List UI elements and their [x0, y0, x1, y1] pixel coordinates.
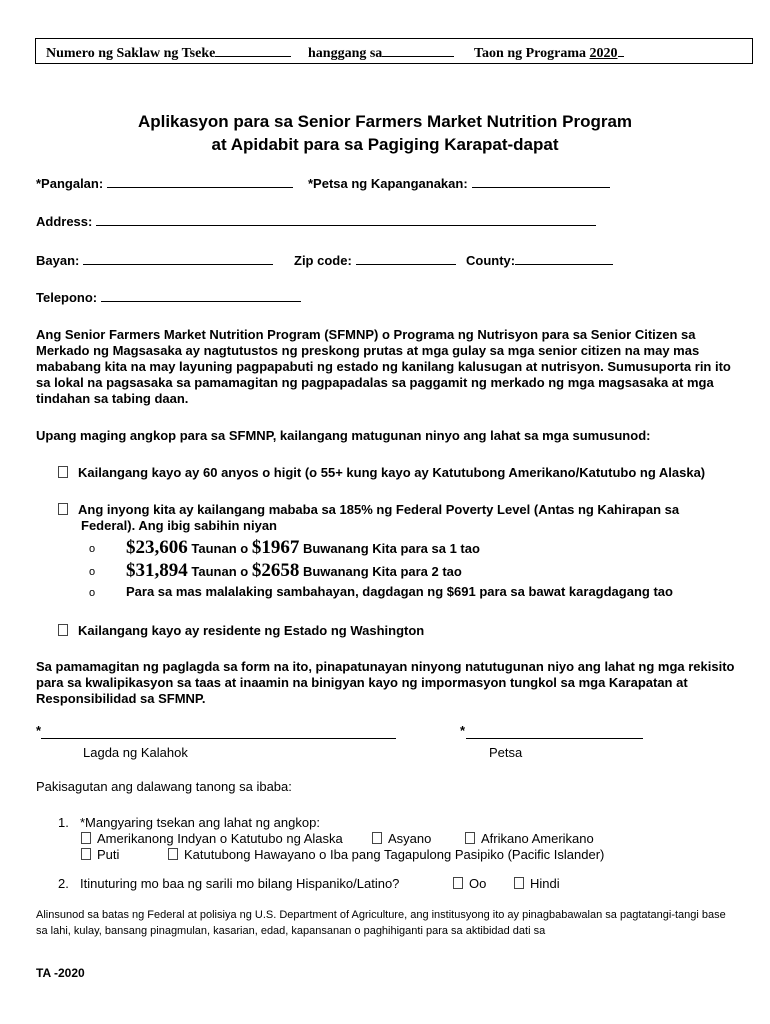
checkbox-icon[interactable]	[514, 877, 524, 889]
zip-input[interactable]	[356, 253, 456, 265]
q2-option-label: Hindi	[530, 876, 560, 891]
signature-date-input[interactable]	[466, 738, 643, 739]
income-1-mid: Taunan o	[191, 541, 249, 556]
checkbox-icon	[58, 503, 68, 515]
q1-option-asian[interactable]	[372, 831, 431, 846]
program-year-label: Taon ng Programa	[474, 46, 587, 61]
program-year-underline-tail	[618, 44, 624, 57]
phone-input[interactable]	[101, 290, 301, 302]
checkbox-icon[interactable]	[81, 848, 91, 860]
header-box	[35, 38, 753, 64]
city-input[interactable]	[83, 253, 273, 265]
income-1-monthly: $1967	[251, 537, 300, 558]
form-title-line2: at Apidabit para sa Pagiging Karapat-dapat	[211, 135, 559, 154]
question2-text: Itinuturing mo baa ng sarili mo bilang Hispaniko/Latino?	[80, 876, 400, 891]
program-year-value: 2020	[589, 46, 618, 61]
checkbox-icon	[58, 466, 68, 478]
dob-row	[308, 176, 610, 191]
signature-input[interactable]	[41, 738, 396, 739]
income-2-rest: Buwanang Kita para 2 tao	[302, 564, 462, 579]
requirement-income	[58, 502, 679, 517]
checkbox-icon	[58, 624, 68, 636]
income-row-1	[126, 537, 480, 559]
until-label: hanggang sa	[308, 46, 383, 61]
checkbox-icon[interactable]	[453, 877, 463, 889]
requirement-age-text: Kailangang kayo ay 60 anyos o higit (o 55+ kung kayo ay Katutubong Amerikano/Katutubo ng Alaska)	[78, 465, 706, 480]
q2-option-no[interactable]	[514, 876, 560, 891]
county-row	[466, 253, 613, 268]
income-1-rest: Buwanang Kita para sa 1 tao	[302, 541, 480, 556]
income-row-2	[126, 560, 462, 582]
name-label: *Pangalan:	[36, 176, 104, 191]
q1-option-white[interactable]	[81, 847, 119, 862]
signature-required-star: *	[36, 723, 42, 738]
signature-label: Lagda ng Kalahok	[83, 745, 188, 760]
income-2-monthly: $2658	[251, 560, 300, 581]
questions-intro: Pakisagutan ang dalawang tanong sa ibaba:	[36, 779, 292, 794]
q1-option-label: Amerikanong Indyan o Katutubo ng Alaska	[97, 831, 343, 846]
until-field	[308, 44, 454, 62]
income-2-annual: $31,894	[126, 560, 188, 581]
q1-option-label: Puti	[97, 847, 120, 862]
phone-row	[36, 290, 301, 305]
check-range-to-blank[interactable]	[382, 44, 454, 57]
address-input[interactable]	[96, 214, 596, 226]
q1-option-label: Afrikano Amerikano	[481, 831, 594, 846]
checkbox-icon[interactable]	[81, 832, 91, 844]
form-title-line1: Aplikasyon para sa Senior Farmers Market Nutrition Program	[137, 112, 633, 131]
q1-option-label: Katutubong Hawayano o Iba pang Tagapulong Pasipiko (Pacific Islander)	[184, 847, 605, 862]
name-input[interactable]	[107, 176, 293, 188]
city-label: Bayan:	[36, 253, 80, 268]
q2-option-label: Oo	[469, 876, 487, 891]
requirement-age	[58, 465, 705, 480]
program-year-field	[474, 44, 624, 62]
check-range-label: Numero ng Saklaw ng Tseke	[46, 46, 216, 61]
income-row-3: Para sa mas malalaking sambahayan, dagdagan ng $691 para sa bawat karagdagang tao	[126, 584, 673, 599]
requirement-residency-text: Kailangang kayo ay residente ng Estado ng Washington	[78, 623, 425, 638]
form-code: TA -2020	[36, 966, 85, 980]
question1-text: *Mangyaring tsekan ang lahat ng angkop:	[80, 815, 320, 830]
q1-option-african-american[interactable]	[465, 831, 594, 846]
q1-option-label: Asyano	[388, 831, 432, 846]
zip-row	[294, 253, 456, 268]
checkbox-icon[interactable]	[168, 848, 178, 860]
address-row	[36, 214, 596, 229]
check-range-field	[46, 44, 291, 62]
date-label: Petsa	[489, 745, 523, 760]
question2-number: 2.	[58, 876, 69, 891]
county-input[interactable]	[515, 253, 613, 265]
q1-option-pacific-islander[interactable]	[168, 847, 604, 862]
county-label: County:	[466, 253, 516, 268]
date-required-star: *	[460, 723, 466, 738]
bullet-icon: o	[89, 587, 96, 599]
requirement-residency	[58, 623, 424, 638]
dob-label: *Petsa ng Kapanganakan:	[308, 176, 468, 191]
dob-input[interactable]	[472, 176, 610, 188]
city-row	[36, 253, 273, 268]
q2-option-yes[interactable]	[453, 876, 486, 891]
question1-number: 1.	[58, 815, 69, 830]
nondiscrimination-notice: Alinsunod sa batas ng Federal at polisiya ng U.S. Department of Agriculture, ang institusyong ito ay pinagbabawalan sa pagtatangi-tangi base sa lahi, kulay, bansang pinagmulan, kasarian, edad, kapansanan o paghihiganti para sa aktibidad dati sa	[36, 909, 726, 937]
requirements-intro: Upang maging angkop para sa SFMNP, kailangang matugunan ninyo ang lahat sa mga sumusunod:	[36, 428, 651, 443]
checkbox-icon[interactable]	[372, 832, 382, 844]
phone-label: Telepono:	[36, 290, 98, 305]
attestation-paragraph: Sa pamamagitan ng paglagda sa form na ito, pinapatunayan ninyong natutugunan niyo ang lahat ng mga rekisito para sa kwalipikasyon sa taas at inaamin na binigyan kayo ng impormasyon tungkol sa mga Karapatan at Responsibilidad sa SFMNP.	[36, 659, 735, 706]
zip-label: Zip code:	[294, 253, 352, 268]
income-2-mid: Taunan o	[191, 564, 249, 579]
checkbox-icon[interactable]	[465, 832, 475, 844]
intro-paragraph: Ang Senior Farmers Market Nutrition Program (SFMNP) o Programa ng Nutrisyon para sa Senior Citizen sa Merkado ng Magsasaka ay nagtutustos ng preskong prutas at mga gulay sa mga senior citizen na may mas mababang kita na may layuning pagpapabuti ng estado ng kanilang kalusugan at nutrisyon. Sumusuporta rin ito sa lokal na pagsasaka sa pamamagitan ng pagpapadalas sa paggamit ng merkado ng mga magsasaka at mga tindahan sa tabing daan.	[36, 327, 731, 406]
q1-option-american-indian[interactable]	[81, 831, 343, 846]
requirement-income-line1: Ang inyong kita ay kailangang mababa sa 185% ng Federal Poverty Level (Antas ng Kahirapan sa	[78, 502, 680, 517]
address-label: Address:	[36, 214, 93, 229]
bullet-icon: o	[89, 543, 96, 555]
bullet-icon: o	[89, 566, 96, 578]
requirement-income-line2: Federal). Ang ibig sabihin niyan	[81, 518, 277, 533]
income-1-annual: $23,606	[126, 537, 188, 558]
name-row	[36, 176, 293, 191]
check-range-from-blank[interactable]	[215, 44, 291, 57]
